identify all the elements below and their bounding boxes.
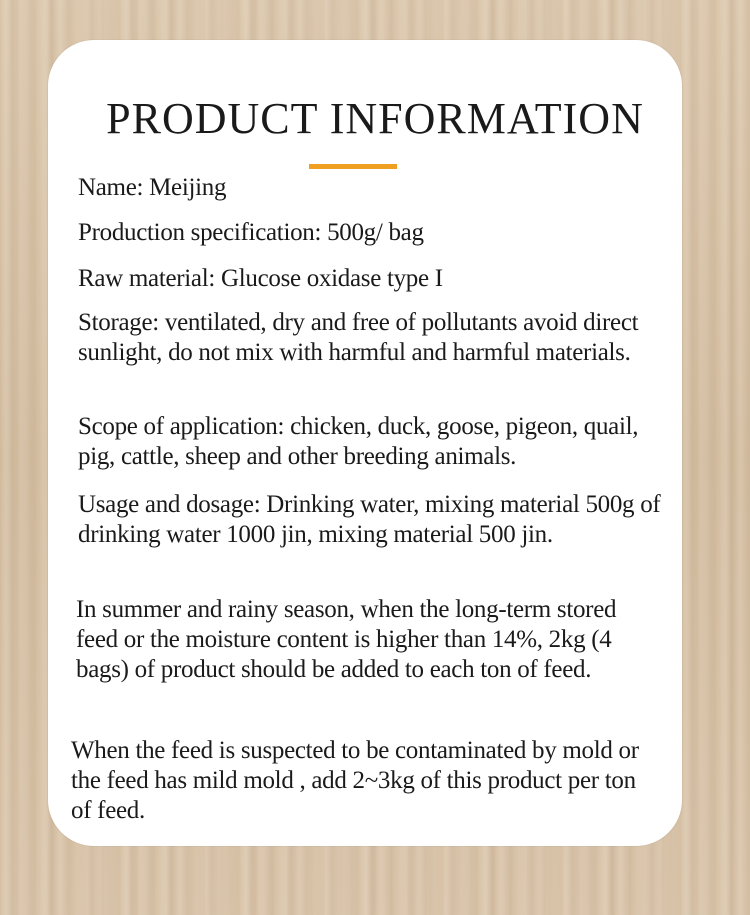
storage-info: Storage: ventilated, dry and free of pollutants avoid direct sunlight, do not mix with harmful and harmful materials. [78, 309, 639, 366]
raw-material: Raw material: Glucose oxidase type I [78, 265, 443, 292]
production-specification: Production specification: 500g/ bag [78, 219, 424, 246]
mold-note: When the feed is suspected to be contaminated by mold or the feed has mild mold , add 2~3kg of this product per ton of feed. [71, 737, 639, 824]
title-underline [309, 164, 397, 169]
usage-and-dosage: Usage and dosage: Drinking water, mixing material 500g of drinking water 1000 jin, mixing material 500 jin. [78, 491, 661, 548]
page-title: PRODUCT INFORMATION [106, 94, 644, 143]
summer-rainy-note: In summer and rainy season, when the long-term stored feed or the moisture content is higher than 14%, 2kg (4 bags) of product should be added to each ton of feed. [76, 596, 617, 683]
product-name: Name: Meijing [78, 174, 227, 201]
scope-of-application: Scope of application: chicken, duck, goose, pigeon, quail, pig, cattle, sheep and other breeding animals. [78, 413, 639, 470]
